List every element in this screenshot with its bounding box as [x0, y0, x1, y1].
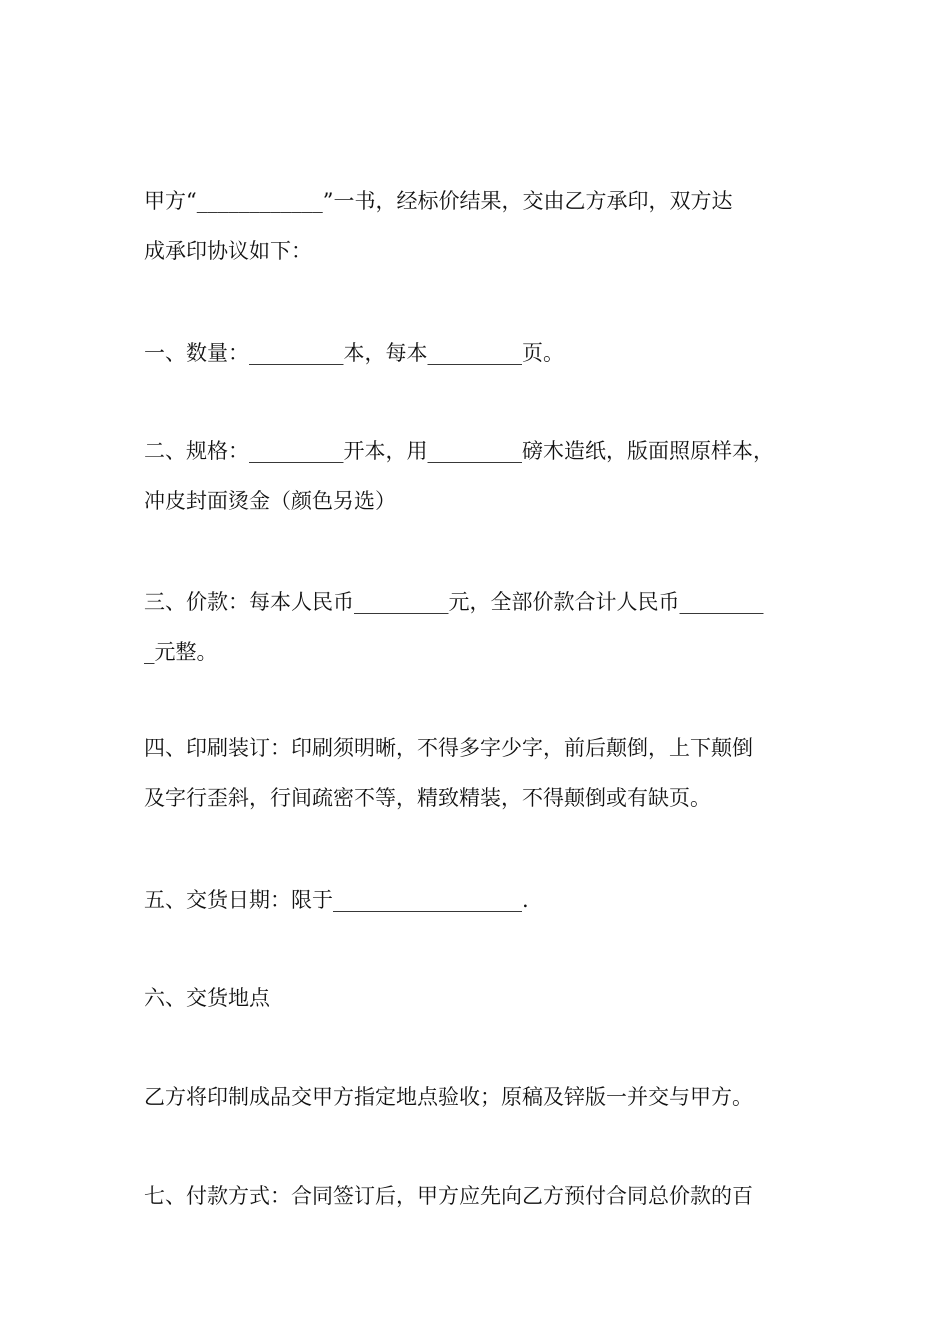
paragraph-price [144, 577, 814, 677]
paragraph-delivery-place [144, 973, 814, 1023]
paragraph-spec [144, 426, 814, 526]
quantity-line-1: 一、数量：_________本，每本_________页。 [144, 341, 564, 365]
delivery-date-line-1: 五、交货日期：限于__________________. [144, 888, 529, 912]
spec-line-2: 冲皮封面烫金（颜色另选） [144, 489, 396, 513]
paragraph-quantity [144, 328, 814, 378]
printing-line-1: 四、印刷装订：印刷须明晰，不得多字少字，前后颠倒，上下颠倒 [144, 736, 753, 760]
payment-line-1: 七、付款方式：合同签订后，甲方应先向乙方预付合同总价款的百 [144, 1184, 753, 1208]
paragraph-acceptance [144, 1072, 814, 1122]
spec-line-1: 二、规格：_________开本，用_________磅木造纸，版面照原样本， [144, 439, 774, 463]
intro-line-1: 甲方“____________”一书，经标价结果，交由乙方承印，双方达 [144, 189, 733, 213]
price-line-1: 三、价款：每本人民币_________元，全部价款合计人民币________ [144, 590, 764, 614]
acceptance-line-1: 乙方将印制成品交甲方指定地点验收；原稿及锌版一并交与甲方。 [144, 1085, 753, 1109]
paragraph-printing [144, 723, 814, 823]
price-line-2: _元整。 [144, 640, 218, 664]
intro-line-2: 成承印协议如下： [144, 239, 312, 263]
paragraph-payment [144, 1171, 814, 1221]
paragraph-intro [144, 176, 814, 276]
paragraph-delivery-date [144, 875, 814, 925]
printing-line-2: 及字行歪斜，行间疏密不等，精致精装，不得颠倒或有缺页。 [144, 786, 711, 810]
delivery-place-line-1: 六、交货地点 [144, 986, 270, 1010]
